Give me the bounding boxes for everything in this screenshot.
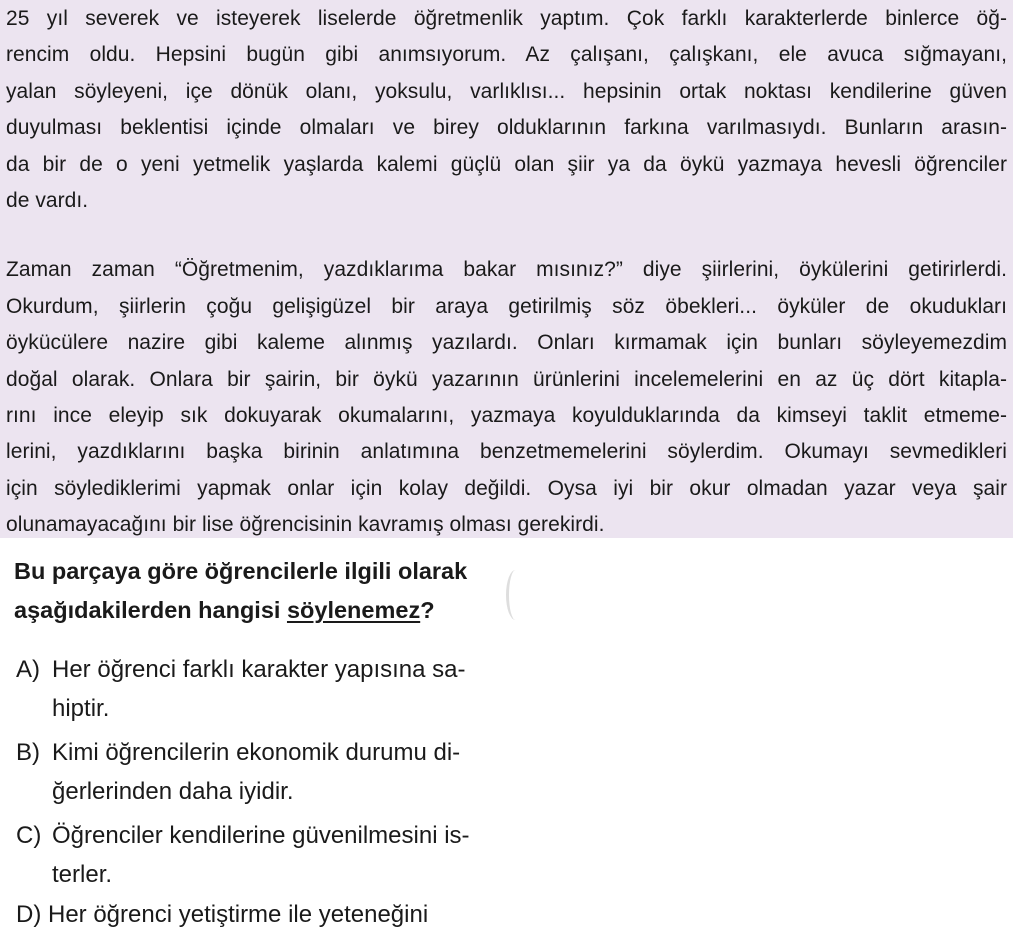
passage-line: de vardı. — [6, 189, 89, 213]
passage-line: yalan söyleyeni, içe dönük olanı, yoksulu, varlıklısı... hepsinin ortak noktası kendilerine güven — [6, 79, 1007, 103]
passage-line: duyulması beklentisi içinde olmaları ve birey olduklarının farkına varılmasıydı. Bunların arasın- — [6, 116, 1007, 140]
question-stem — [14, 552, 520, 630]
passage-line: için söylediklerimi yapmak onlar için kolay değildi. Oysa iyi bir okur olmadan yazar veya şair — [6, 476, 1007, 500]
option-d-cutoff[interactable]: D) Her öğrenci yetiştirme ile yeteneğini — [16, 901, 429, 928]
option-letter: A) — [16, 656, 40, 683]
question-mark: ? — [420, 597, 435, 623]
option-text-line: Her öğrenci farklı karakter yapısına sa- — [52, 656, 466, 683]
passage-line: rını ince eleyip sık dokuyarak okumalarını, yazmaya koyulduklarında da kimseyi taklit etmeme- — [6, 404, 1007, 428]
page-curl-shadow — [506, 570, 525, 620]
question-line-1: Bu parçaya göre öğrencilerle ilgili olarak — [14, 558, 468, 584]
option-text-line: hiptir. — [52, 695, 110, 722]
passage-line: olunamayacağını bir lise öğrencisinin kavramış olması gerekirdi. — [6, 513, 605, 537]
passage-line: Zaman zaman “Öğretmenim, yazdıklarıma bakar mısınız?” diye şiirlerini, öykülerini getirirlerdi. — [6, 258, 1007, 282]
option-text-line: terler. — [52, 861, 113, 888]
option-letter: C) — [16, 822, 42, 849]
option-a[interactable] — [16, 650, 536, 728]
option-letter: B) — [16, 739, 40, 766]
answer-options — [16, 650, 536, 899]
option-b[interactable] — [16, 733, 536, 811]
option-text-line: Öğrenciler kendilerine güvenilmesini is- — [52, 822, 470, 849]
passage-line: 25 yıl severek ve isteyerek liselerde öğretmenlik yaptım. Çok farklı karakterlerde binlerce öğ- — [6, 7, 1007, 30]
passage-paragraph-1 — [6, 1, 1007, 219]
passage-line: doğal olarak. Onlara bir şairin, bir öykü yazarının ürünlerini incelemelerini en az üç dört kitapla- — [6, 367, 1007, 391]
passage-paragraph-2 — [6, 252, 1007, 543]
passage-line: lerini, yazdıklarını başka birinin anlatımına benzetmemelerini söylerdim. Okumayı sevmedikleri — [6, 440, 1007, 464]
option-c[interactable] — [16, 816, 536, 894]
question-prefix: aşağıdakilerden hangisi — [14, 597, 287, 623]
option-text-line: ğerlerinden daha iyidir. — [52, 778, 294, 805]
question-keyword: söylenemez — [286, 597, 421, 623]
passage-line: öykücülere nazire gibi kaleme alınmış yazılardı. Onları kırmamak için bunları söyleyemezdim — [6, 331, 1007, 355]
passage-line: da bir de o yeni yetmelik yaşlarda kalemi güçlü olan şiir ya da öykü yazmaya hevesli öğrenciler — [6, 152, 1007, 176]
passage-line: Okurdum, şiirlerin çoğu gelişigüzel bir araya getirilmiş söz öbekleri... öyküler de okudukları — [6, 294, 1007, 318]
passage-line: rencim oldu. Hepsini bugün gibi anımsıyorum. Az çalışanı, çalışkanı, ele avuca sığmayanı, — [6, 43, 1007, 67]
question-line-2 — [14, 591, 520, 630]
option-text-line: Kimi öğrencilerin ekonomik durumu di- — [52, 739, 461, 766]
paragraph-spacer — [6, 219, 1007, 252]
